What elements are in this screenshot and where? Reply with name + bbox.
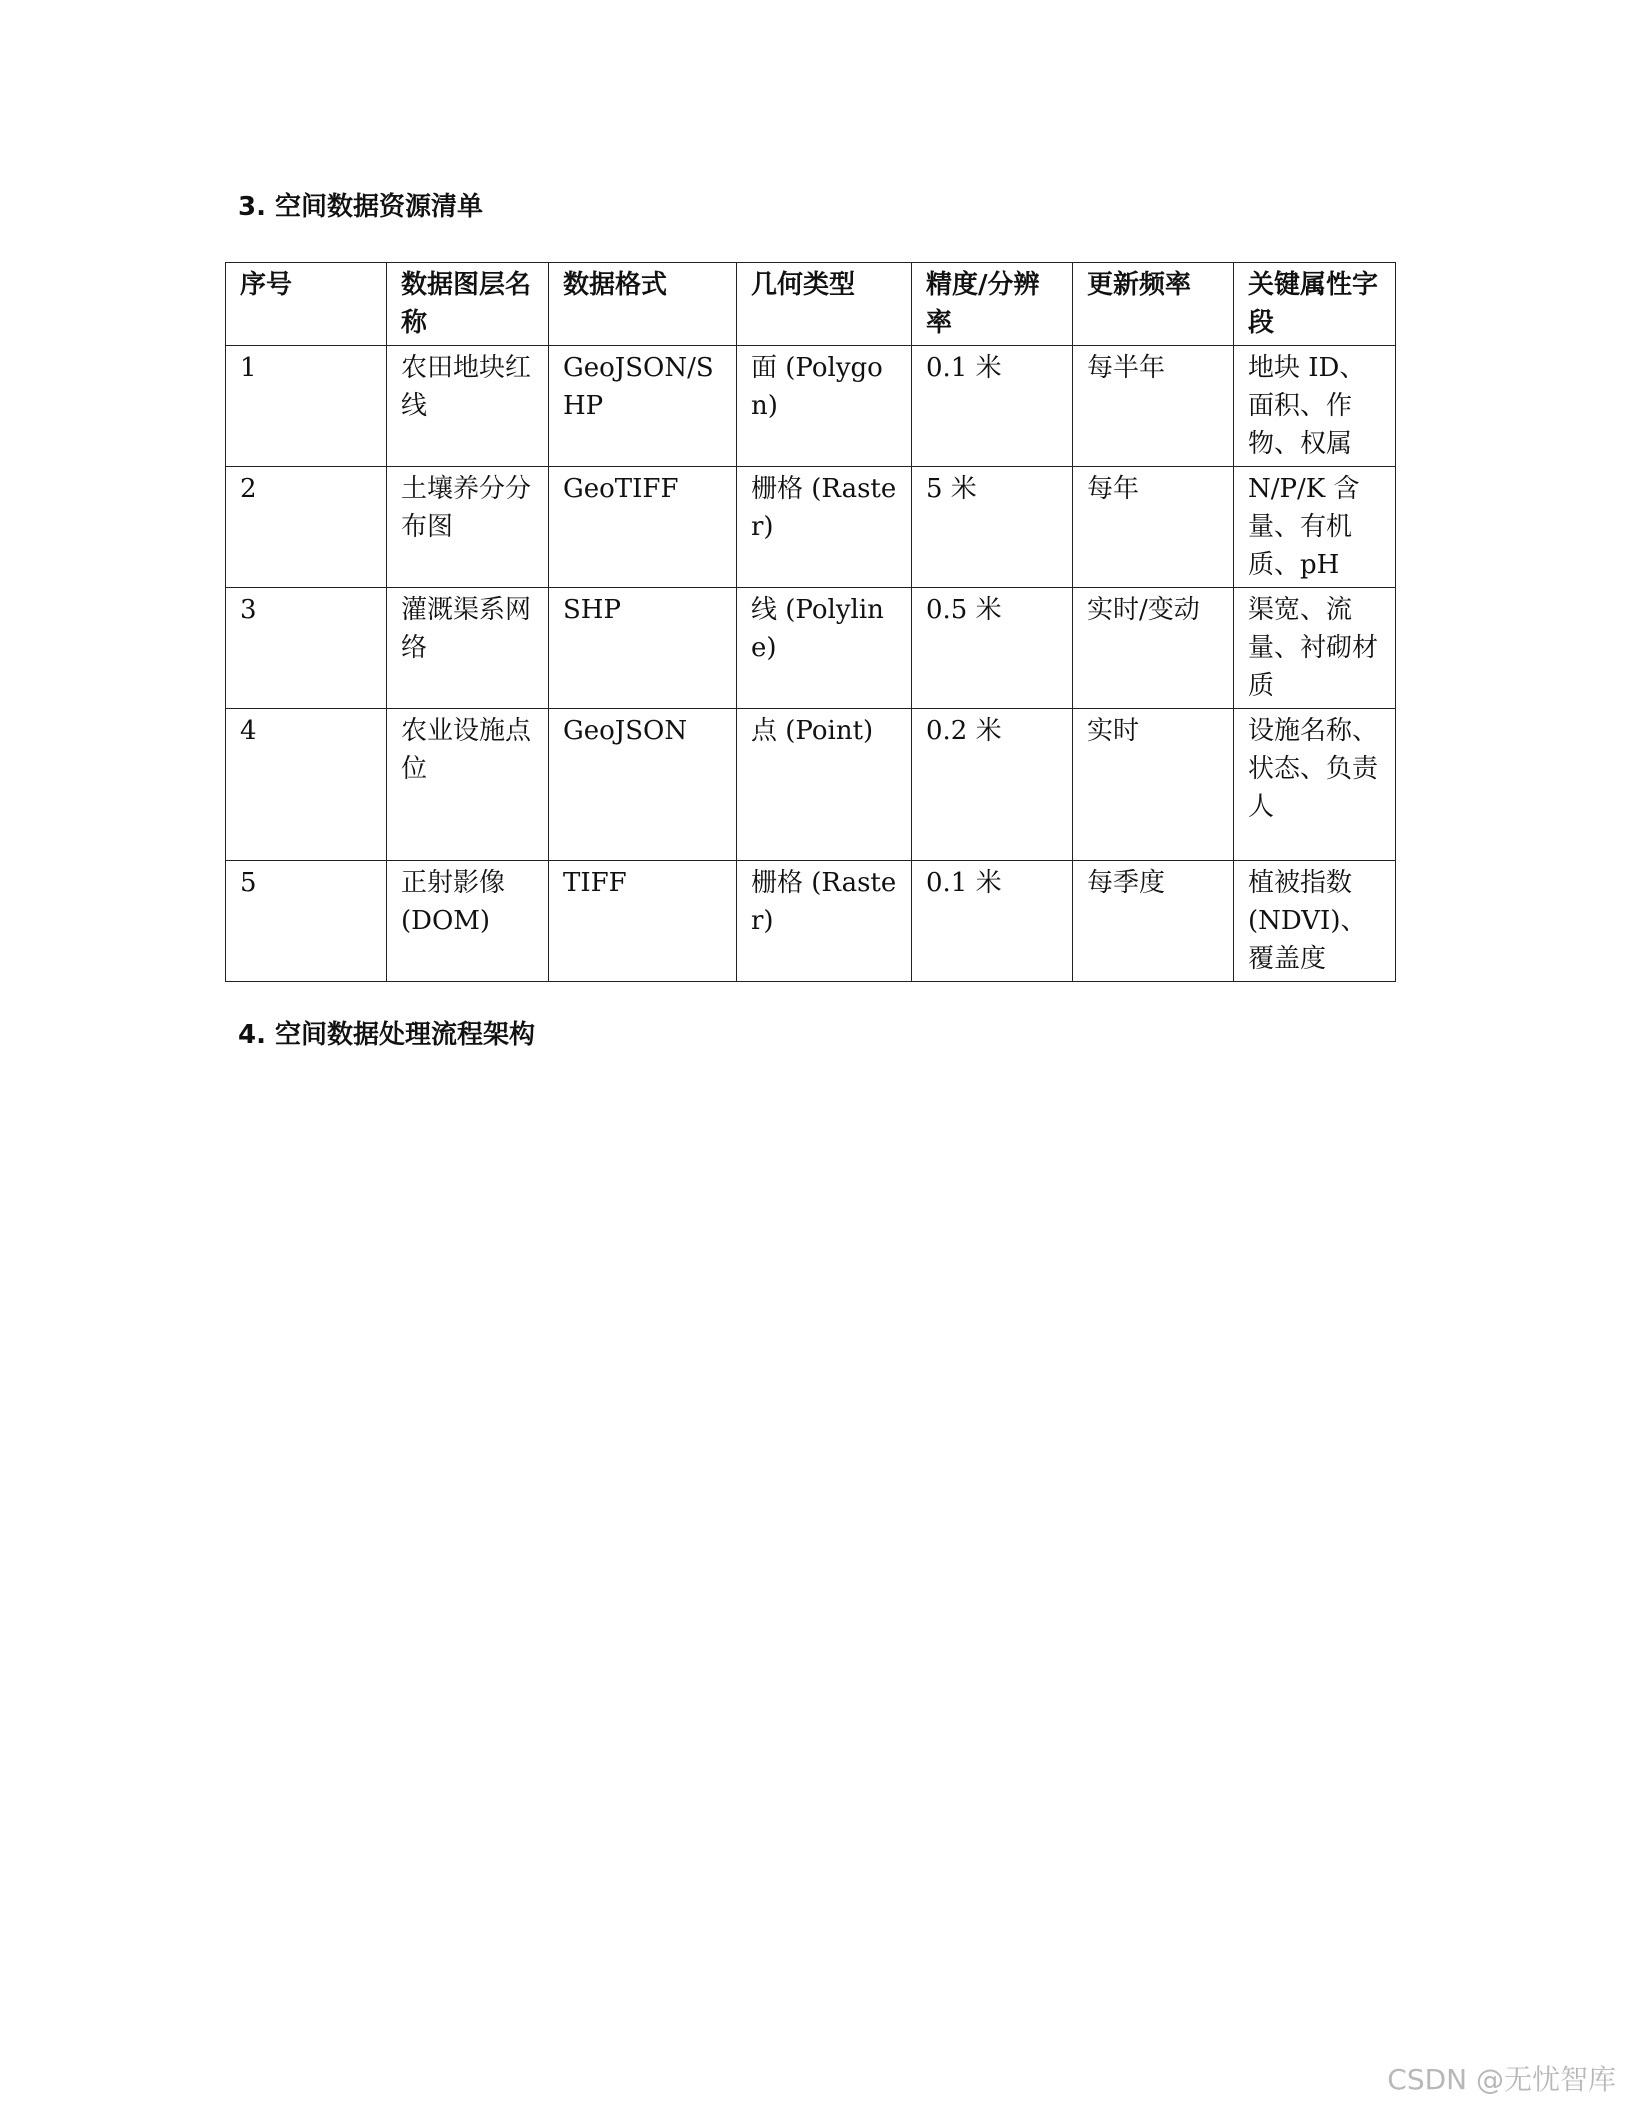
header-cell-format: 数据格式 (549, 263, 737, 346)
cell-update-frequency: 每季度 (1073, 861, 1234, 982)
cell-resolution: 0.5 米 (912, 588, 1073, 709)
table-row (226, 588, 1396, 709)
table-row (226, 861, 1396, 982)
cell-layer-name: 土壤养分分布图 (387, 467, 549, 588)
cell-geometry: 栅格 (Raster) (737, 467, 912, 588)
header-cell-update-frequency: 更新频率 (1073, 263, 1234, 346)
cell-resolution: 0.1 米 (912, 346, 1073, 467)
cell-resolution: 5 米 (912, 467, 1073, 588)
header-cell-layer-name: 数据图层名称 (387, 263, 549, 346)
cell-geometry: 栅格 (Raster) (737, 861, 912, 982)
cell-geometry: 面 (Polygon) (737, 346, 912, 467)
cell-layer-name: 农田地块红线 (387, 346, 549, 467)
cell-key-attributes: 植被指数(NDVI)、覆盖度 (1234, 861, 1396, 982)
cell-key-attributes: N/P/K 含量、有机质、pH (1234, 467, 1396, 588)
cell-format: SHP (549, 588, 737, 709)
cell-format: GeoTIFF (549, 467, 737, 588)
cell-layer-name: 正射影像(DOM) (387, 861, 549, 982)
cell-index: 4 (226, 709, 387, 861)
header-cell-key-attributes: 关键属性字段 (1234, 263, 1396, 346)
cell-layer-name: 农业设施点位 (387, 709, 549, 861)
header-cell-resolution: 精度/分辨率 (912, 263, 1073, 346)
cell-resolution: 0.1 米 (912, 861, 1073, 982)
cell-resolution: 0.2 米 (912, 709, 1073, 861)
cell-update-frequency: 每年 (1073, 467, 1234, 588)
cell-format: GeoJSON (549, 709, 737, 861)
cell-key-attributes: 设施名称、状态、负责人 (1234, 709, 1396, 861)
csdn-watermark: CSDN @无忧智库 (1387, 2063, 1616, 2096)
cell-index: 5 (226, 861, 387, 982)
cell-update-frequency: 每半年 (1073, 346, 1234, 467)
cell-format: TIFF (549, 861, 737, 982)
cell-index: 1 (226, 346, 387, 467)
cell-geometry: 点 (Point) (737, 709, 912, 861)
section-4-heading: 4. 空间数据处理流程架构 (238, 1020, 536, 1050)
cell-index: 3 (226, 588, 387, 709)
table-row (226, 709, 1396, 861)
header-cell-geometry: 几何类型 (737, 263, 912, 346)
cell-update-frequency: 实时/变动 (1073, 588, 1234, 709)
cell-update-frequency: 实时 (1073, 709, 1234, 861)
cell-key-attributes: 渠宽、流量、衬砌材质 (1234, 588, 1396, 709)
table-header-row (226, 263, 1396, 346)
header-cell-index: 序号 (226, 263, 387, 346)
table-row (226, 346, 1396, 467)
cell-key-attributes: 地块 ID、面积、作物、权属 (1234, 346, 1396, 467)
cell-format: GeoJSON/SHP (549, 346, 737, 467)
cell-layer-name: 灌溉渠系网络 (387, 588, 549, 709)
cell-geometry: 线 (Polyline) (737, 588, 912, 709)
cell-index: 2 (226, 467, 387, 588)
spatial-data-resource-table (225, 262, 1396, 982)
section-3-heading: 3. 空间数据资源清单 (238, 192, 484, 222)
table-row (226, 467, 1396, 588)
